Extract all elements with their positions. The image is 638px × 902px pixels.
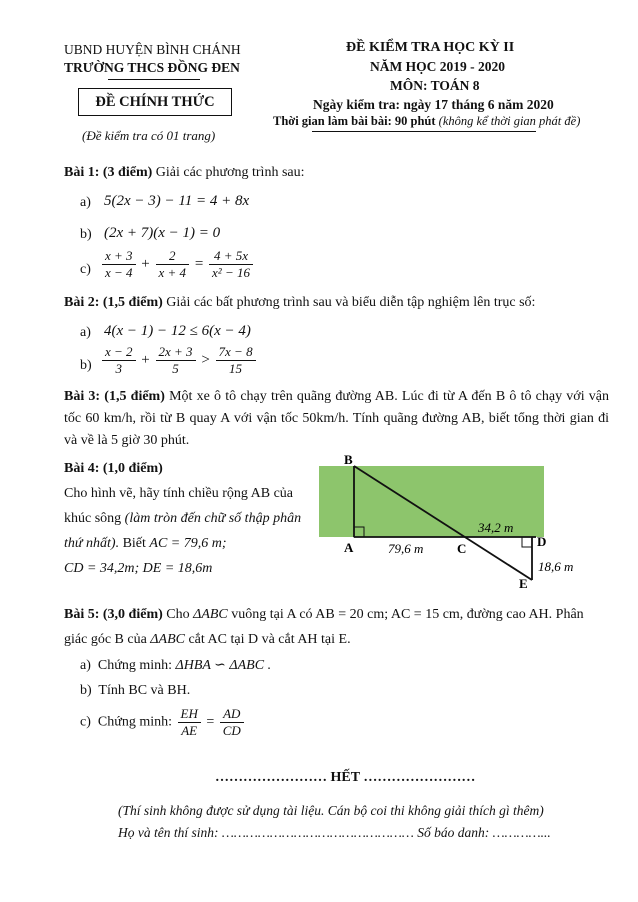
fraction [156,248,190,281]
exam-duration [273,114,580,129]
problem-2b-label: b) [80,358,92,373]
numerator: x + 3 [102,248,136,265]
problem-4-line2 [64,511,301,527]
length-de-label: 18,6 m [538,559,574,574]
problem-2-heading [64,295,535,311]
operator: + [141,255,150,272]
numerator: 7x − 8 [216,344,256,361]
problem-4-title: Bài 4: (1,0 điểm) [64,461,163,476]
problem-1a-label: a) [80,195,91,210]
problem-5-title: Bài 5: (3,0 điểm) [64,607,163,622]
point-b-label: B [344,452,353,467]
denominator: 15 [229,361,243,376]
length-ac-label: 79,6 m [388,541,424,556]
denominator: 5 [172,361,179,376]
river-figure [300,448,590,594]
problem-1a-equation: 5(2x − 3) − 11 = 4 + 8x [104,193,250,209]
problem-3-text: Một xe ô tô chạy trên quãng đường AB. Lúc đi từ A đến B ô tô chạy với vận tốc 60 km/h, rồi từ B quay A với vận tốc 50km/h. Tính quãng đường AB, biết tổng thời gian đi và về là 5 giờ 30 phút. [64,389,610,448]
subject: MÔN: TOÁN 8 [390,78,480,93]
problem-4-text: khúc sông [64,511,122,526]
point-d-label: D [537,534,547,549]
footer-note: (Thí sinh không được sử dụng tài liệu. Cán bộ coi thi không giải thích gì thêm) [118,803,544,818]
problem-4-rounding-note: (làm tròn đến chữ số thập phân [124,511,302,526]
numerator: EH [178,706,201,723]
problem-2b-inequality [100,344,258,377]
problem-2a-inequality: 4(x − 1) − 12 ≤ 6(x − 4) [104,323,251,339]
fraction [102,248,136,281]
numerator: 2x + 3 [156,344,196,361]
problem-5b [80,683,190,699]
problem-5-text: vuông tại A có AB = 20 cm; AC = 15 cm, đường cao AH. Phân [231,607,584,622]
denominator: CD [222,723,241,738]
point-e-label: E [519,576,528,591]
duration-text: Thời gian làm bài bài: 90 phút [273,114,436,128]
problem-5a-expression: ΔHBA ∽ ΔABC . [175,658,272,673]
exam-title: ĐỀ KIỂM TRA HỌC KỲ II [346,40,515,55]
problem-4-line1: Cho hình vẽ, hãy tính chiều rộng AB của [64,486,294,501]
denominator: AE [181,723,198,738]
numerator: x − 2 [102,344,136,361]
length-cd-label: 34,2 m [478,520,514,535]
candidate-info-line: Họ và tên thí sinh: ………………………………………… Số báo danh: …………... [118,825,551,840]
fraction [220,706,244,739]
problem-1-title: Bài 1: (3 điểm) [64,165,153,180]
problem-5a-text: Chứng minh: [97,658,172,673]
problem-4-line3 [64,536,227,552]
problem-5-text: cắt AC tại D và cắt AH tại E. [188,632,351,647]
problem-1b-equation: (2x + 7)(x − 1) = 0 [104,225,221,241]
problem-5c-text: Chứng minh: [97,714,172,730]
fraction [156,344,196,377]
problem-2a-label: a) [80,325,91,340]
operator: = [194,255,204,272]
denominator: x + 4 [158,265,187,280]
point-c-label: C [457,541,467,556]
problem-3 [64,386,609,452]
header-right-rule [312,131,536,132]
problem-5-line1 [64,607,584,623]
triangle-abc: ΔABC [150,632,185,647]
denominator: x² − 16 [212,265,250,280]
exam-date: Ngày kiểm tra: ngày 17 tháng 6 năm 2020 [313,97,554,112]
fraction [209,248,253,281]
problem-5-text: Cho [166,607,190,622]
problem-1b-label: b) [80,227,92,242]
denominator: 3 [115,361,123,376]
operator: > [201,351,210,368]
operator: + [141,351,150,368]
problem-5b-text: Tính BC và BH. [98,683,191,698]
page-count-note: (Đề kiểm tra có 01 trang) [82,128,216,143]
duration-note: (không kể thời gian phát đề) [438,114,581,128]
numerator: AD [220,706,244,723]
numerator: 4 + 5x [209,248,253,265]
fraction [178,706,201,739]
problem-2-title: Bài 2: (1,5 điểm) [64,295,163,310]
fraction [216,344,256,377]
numerator: 2 [156,248,190,265]
point-a-label: A [344,540,354,555]
problem-5-line2 [64,632,351,648]
triangle-abc: ΔABC [193,607,228,622]
problem-2-text: Giải các bất phương trình sau và biểu diễn tập nghiệm lên trục số: [166,295,536,310]
header-left-rule [108,79,200,80]
problem-5c [80,706,246,739]
problem-5b-label: b) [80,683,92,698]
fraction [102,344,136,377]
problem-3-title: Bài 3: (1,5 điểm) [64,389,165,404]
problem-4-given-ac: AC = 79,6 m; [149,536,227,551]
problem-4-given: CD = 34,2m; DE = 18,6m [64,561,213,576]
problem-1-heading [64,165,305,181]
problem-5c-label: c) [80,714,91,730]
school-name: TRƯỜNG THCS ĐỒNG ĐEN [64,60,240,75]
problem-4-rounding-note-end: thứ nhất). [64,536,120,551]
problem-5-text: giác góc B của [64,632,147,647]
school-year: NĂM HỌC 2019 - 2020 [370,59,505,74]
right-angle-d [522,537,532,547]
problem-5a-label: a) [80,658,91,673]
problem-4-text: Biết [122,536,146,551]
official-exam-box: ĐỀ CHÍNH THỨC [78,88,232,116]
problem-1c-label: c) [80,262,91,277]
operator: = [206,714,215,730]
problem-1-text: Giải các phương trình sau: [155,165,305,180]
denominator: x − 4 [105,265,133,280]
problem-1c-equation [100,248,255,281]
problem-5a [80,657,271,674]
school-district: UBND HUYỆN BÌNH CHÁNH [64,42,241,57]
end-marker: …………………… HẾT …………………… [215,770,476,785]
